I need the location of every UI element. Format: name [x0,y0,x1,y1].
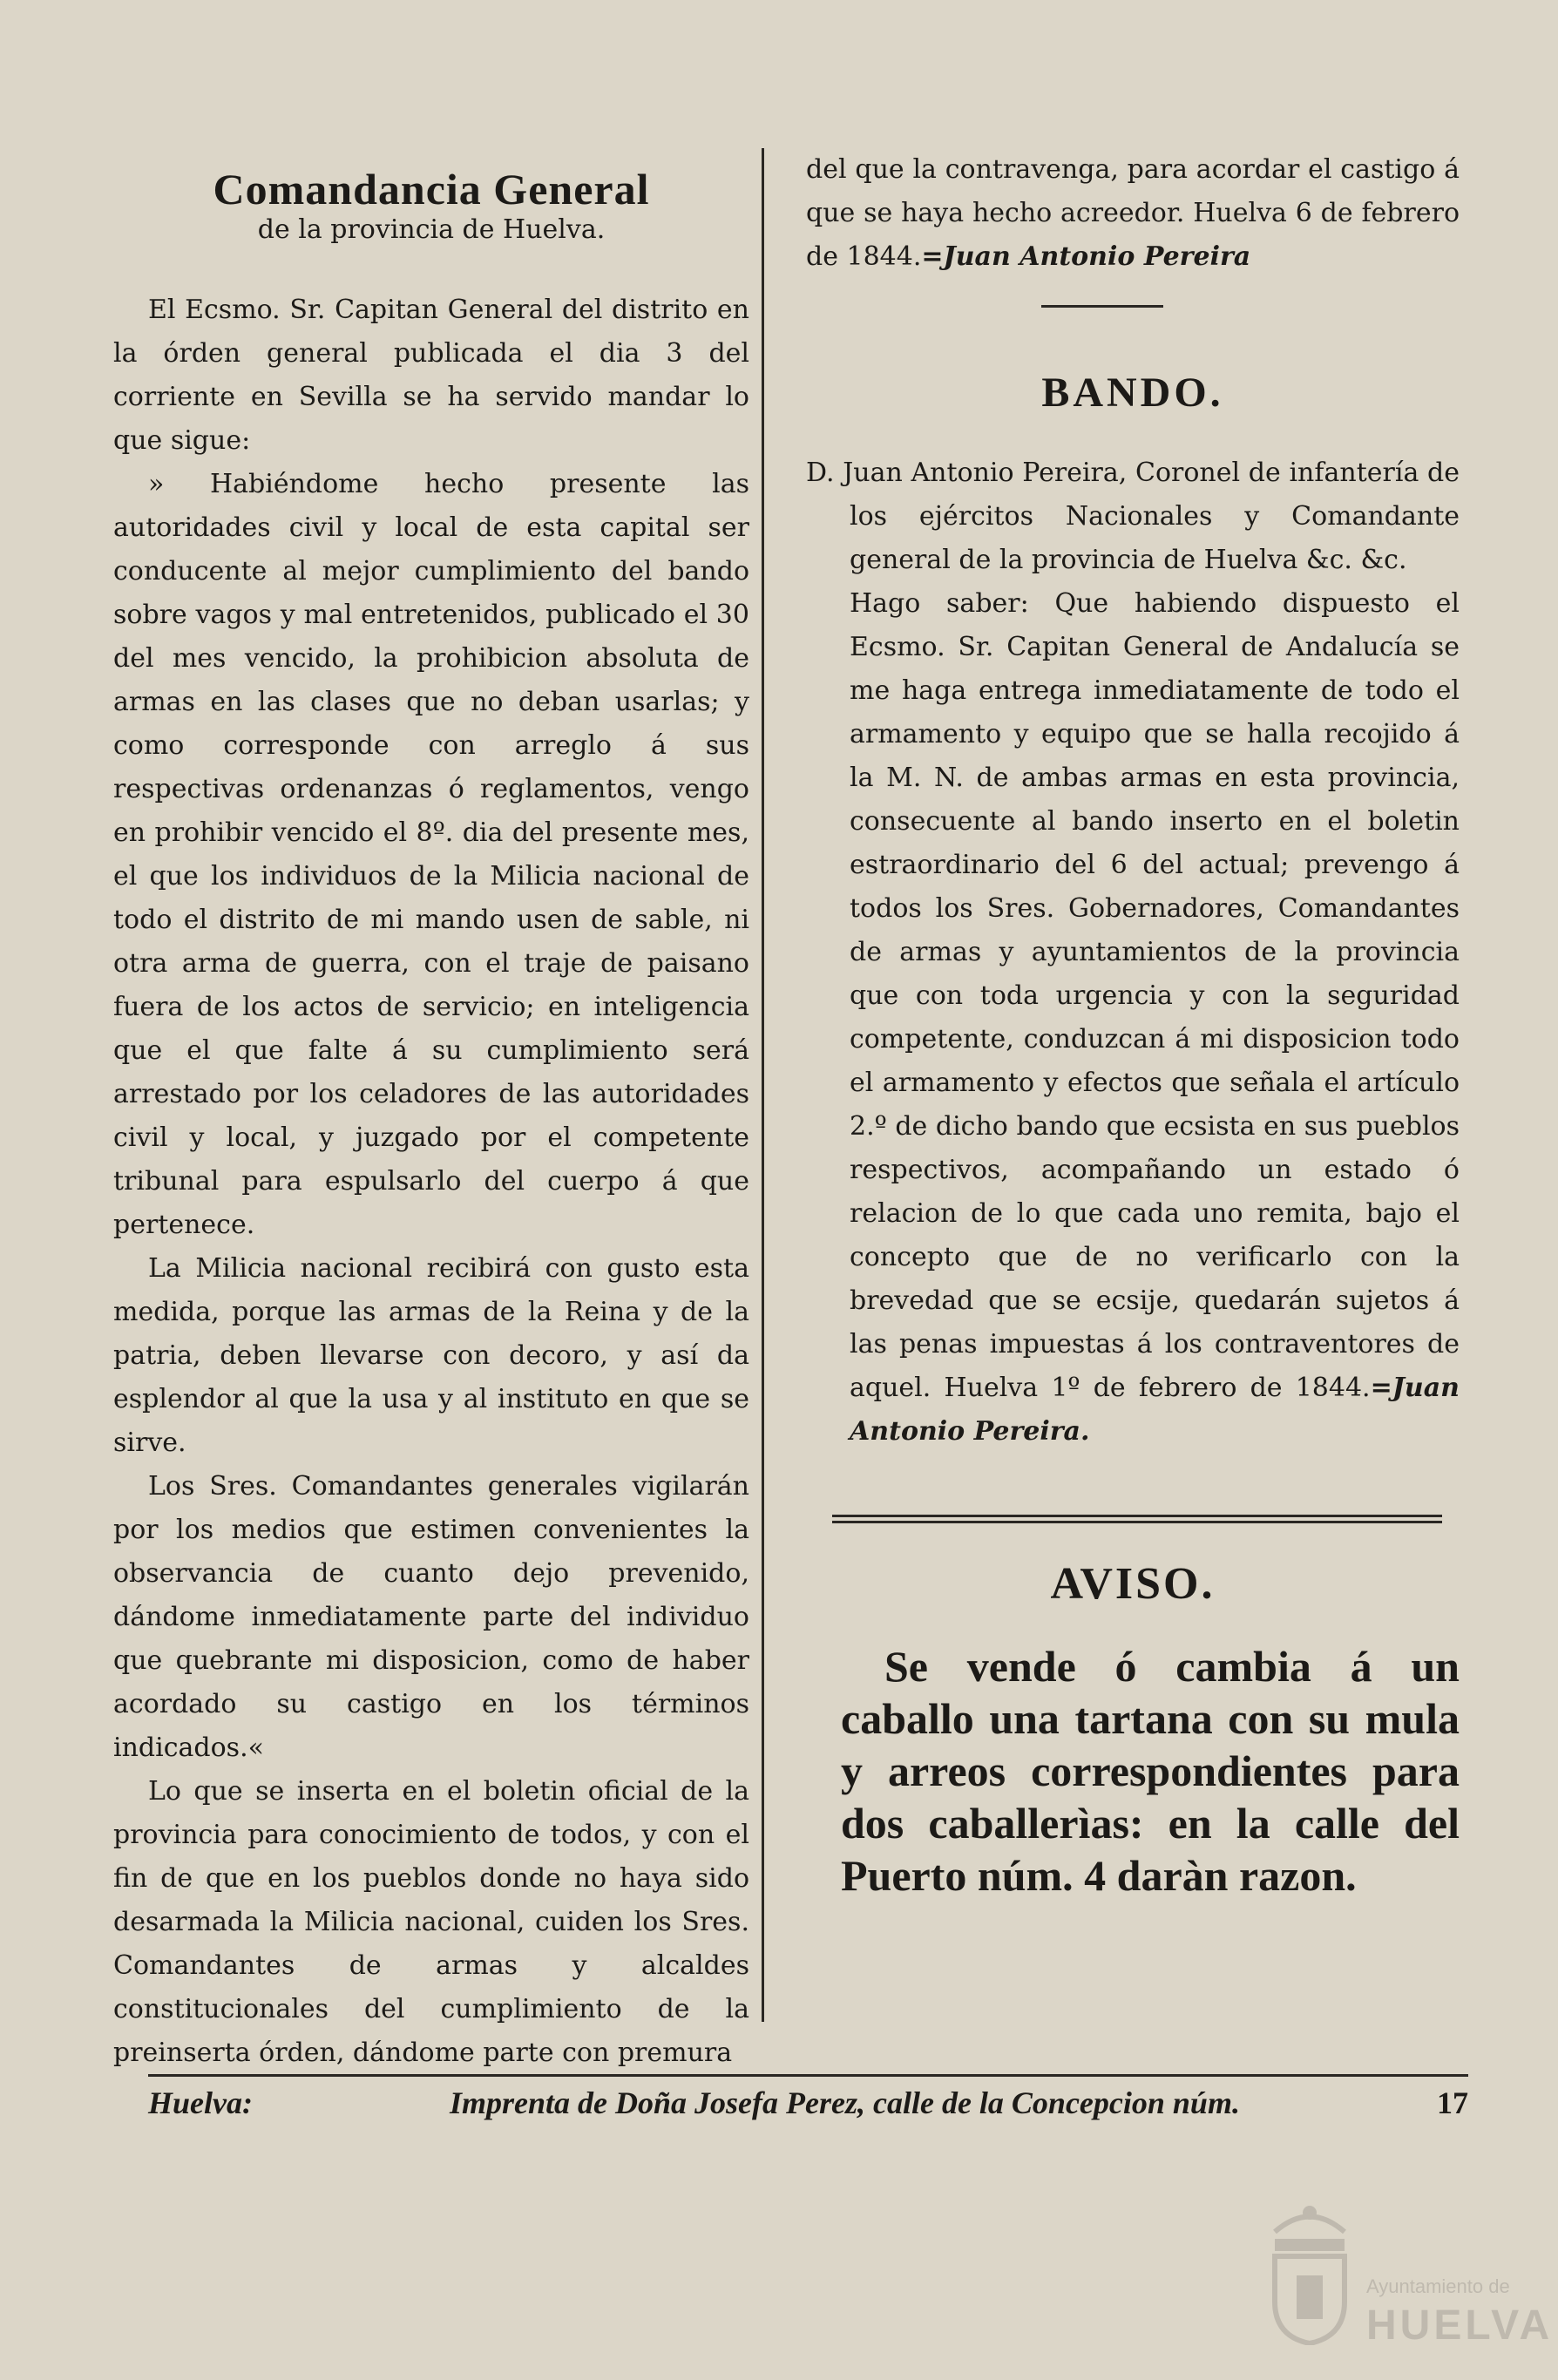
continuation-signature: =Juan Antonio Pereira [921,241,1251,272]
bando-body-text: Hago saber: Que habiendo dispuesto el Ecsmo. Sr. Capitan General de Andalucía se me haga entrega inmediatamente de todo el armamento y equipo que se halla recojido á la M. N. de ambas armas en esta provincia, consecuente al bando inserto en el boletin estraordinario del 6 del actual; prevengo á todos los Sres. Gobernadores, Comandantes de armas y ayuntamientos de la provincia que con toda urgencia y con la seguridad competente, conduzcan á mi disposicion todo el armamento y efectos que señala el artículo 2.º de dicho bando que ecsista en sus pueblos respectivos, acompañando un estado ó relacion de lo que cada uno remita, bajo el concepto que de no verificarlo con la brevedad que se ecsije, quedarán sujetos á las penas impuestas á los contraventores de aquel. Huelva 1º de febrero de 1844. [850,588,1460,1403]
section-rule [1041,305,1163,308]
bando-signature: =Juan Antonio Pereira. [850,1373,1460,1447]
paragraph-4: Los Sres. Comandantes generales vigilarán por los medios que estimen convenientes la observancia de cuanto dejo prevenido, dándome inmediatamente parte del individuo que quebrante mi disposicion, como de haber acordado su castigo en los términos indicados.« [113,1471,749,1763]
paragraph-3: La Milicia nacional recibirá con gusto esta medida, porque las armas de la Reina y de la patria, deben llevarse con decoro, y así da esplendor al que la usa y al instituto en que se sirve. [113,1253,749,1458]
subheading-provincia: de la provincia de Huelva. [257,214,606,245]
footer-rule [148,2074,1468,2077]
aviso-title: AVISO. [1050,1559,1216,1609]
imprint-text: Imprenta de Doña Josefa Perez, calle de la Concepcion núm. [450,2085,1240,2120]
paragraph-1: El Ecsmo. Sr. Capitan General del distrito en la órden general publicada el dia 3 del corriente en Sevilla se ha servido mandar lo que sigue: [113,295,749,456]
bando-title: BANDO. [1041,370,1224,416]
watermark-big-text: HUELVA [1366,2302,1554,2349]
left-column [113,148,749,2075]
continuation-body: del que la contravenga, para acordar el castigo á que se haya hecho acreedor. Huelva 6 de febrero de 1844. [806,154,1460,272]
page-number: 17 [1437,2085,1468,2120]
paragraph-5: Lo que se inserta en el boletin oficial de la provincia para conocimiento de todos, y con el fin de que en los pueblos donde no haya sido desarmada la Milicia nacional, cuiden los Sres. Comandantes de armas y alcaldes constitucionales del cumplimiento de la preinserta órden, dándome parte con premura [113,1776,749,2068]
footer-imprint [148,2085,1468,2121]
aviso-text: Se vende ó cambia á un caballo una tartana con su mula y arreos correspondientes para dos caballerìas: en la calle del Puerto núm. 4 daràn razon. [841,1642,1460,1900]
paragraph-2: » Habiéndome hecho presente las autoridades civil y local de esta capital ser conducente al mejor cumplimiento del bando sobre vagos y mal entretenidos, publicado el 30 del mes vencido, la prohibicion absoluta de armas en las clases que no deban usarlas; y como corresponde con arreglo á sus respectivas ordenanzas ó reglamentos, vengo en prohibir vencido el 8º. dia del presente mes, el que los individuos de la Milicia nacional de todo el distrito de mi mando usen de sable, ni otra arma de guerra, con el traje de paisano fuera de los actos de servicio; en inteligencia que el que falte á su cumplimiento será arrestado por los celadores de las autoridades civil y local, y juzgado por el competente tribunal para espulsarlo del cuerpo á que pertenece. [113,469,749,1240]
heading-comandancia: Comandancia General [213,165,650,214]
bando-body [806,582,1460,1454]
watermark-small-text: Ayuntamiento de [1366,2275,1510,2297]
imprint-place: Huelva: [148,2085,253,2120]
continuation-text [806,148,1460,279]
double-rule [832,1515,1442,1523]
column-divider [762,148,764,2022]
bando-intro: D. Juan Antonio Pereira, Coronel de infantería de los ejércitos Nacionales y Comandante general de la provincia de Huelva &c. &c. [806,458,1460,575]
right-column [806,148,1460,1902]
watermark [1244,2197,1554,2354]
city-shield-icon [1262,2197,1358,2345]
